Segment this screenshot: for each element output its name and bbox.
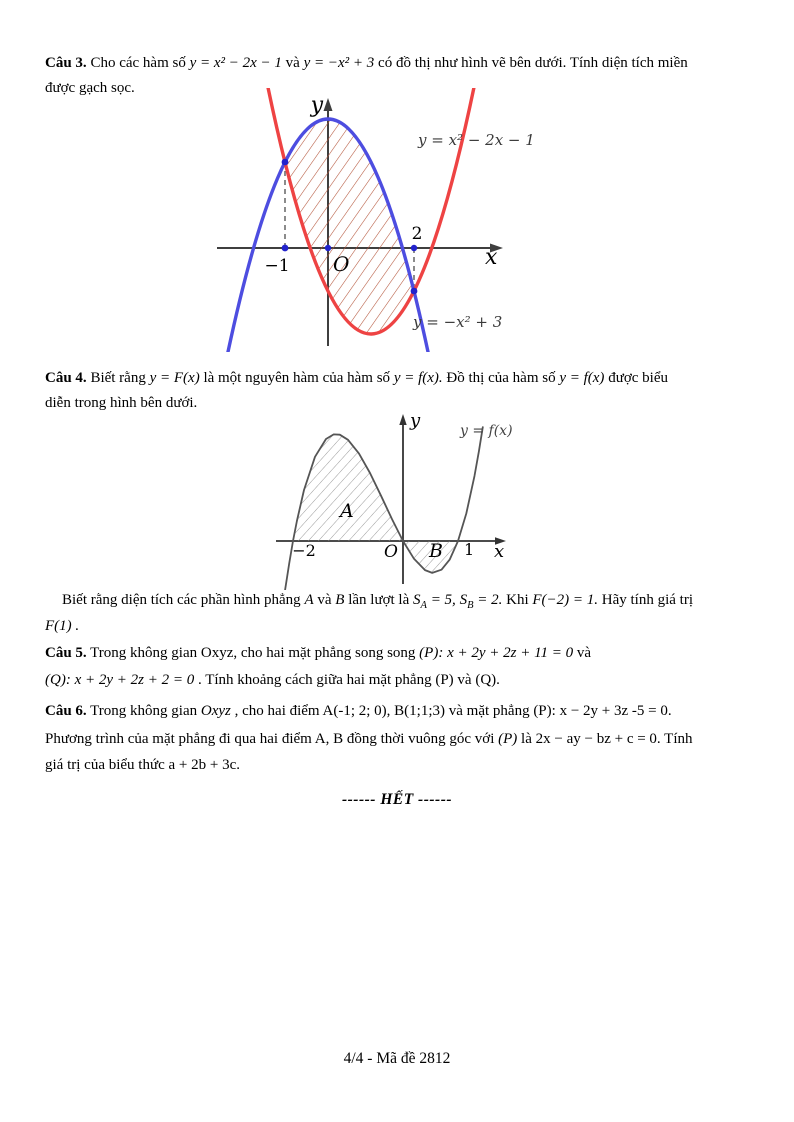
y-axis-label: y bbox=[410, 410, 421, 431]
question-4-text-3: Đồ thị của hàm số bbox=[442, 370, 560, 386]
question-4-math-1: y = F(x) bbox=[149, 370, 200, 386]
question-5-math-1: (P): x + 2y + 2z + 11 = 0 bbox=[419, 645, 574, 661]
question-6-text-4: là 2x − ay − bz + c = 0. Tính bbox=[517, 731, 693, 747]
tick-label-2: 2 bbox=[411, 224, 423, 244]
p4-math-sb: S bbox=[459, 592, 468, 608]
p4-math-eq2: = 2. bbox=[473, 592, 503, 608]
p4-math-eq5: = 5, bbox=[426, 592, 460, 608]
p4-math-f: F(−2) = 1. bbox=[532, 592, 599, 608]
question-3-line-1 bbox=[45, 52, 757, 74]
p4-text-3: lần lượt là bbox=[344, 592, 414, 608]
question-5-label: Câu 5. bbox=[45, 645, 87, 661]
y-axis-label: y bbox=[310, 93, 323, 118]
point-origin bbox=[325, 245, 331, 251]
question-6-text-3: Phương trình của mặt phẳng đi qua hai điểm A, B đồng thời vuông góc với bbox=[45, 731, 499, 747]
question-5-line-2 bbox=[45, 669, 757, 691]
question-6-math-2: (P) bbox=[498, 731, 518, 747]
question-5-text-1: Trong không gian Oxyz, cho hai mặt phẳng song song bbox=[86, 645, 420, 661]
question-3-math-2: y = −x² + 3 bbox=[303, 55, 375, 71]
p4-text-4: Khi bbox=[502, 592, 533, 608]
region-a-label: A bbox=[340, 500, 354, 522]
question-3-text-1: Cho các hàm số bbox=[86, 55, 190, 71]
question-3-text-3: có đồ thị như hình vẽ bên dưới. Tính diện tích miền bbox=[374, 55, 688, 71]
question-6-text-2: , cho hai điểm A(-1; 2; 0), B(1;1;3) và mặt phẳng (P): x − 2y + 3z -5 = 0. bbox=[230, 703, 672, 719]
origin-label: O bbox=[384, 542, 398, 562]
question-4-text-2: là một nguyên hàm của hàm số bbox=[199, 370, 394, 386]
question-4-text-1: Biết rằng bbox=[86, 370, 150, 386]
x-axis-label: x bbox=[485, 245, 498, 270]
question-3-line-2: được gạch sọc. bbox=[45, 80, 135, 96]
p4-math-sa-sub: A bbox=[420, 600, 427, 611]
page-footer: 4/4 - Mã đề 2812 bbox=[343, 1050, 451, 1067]
origin-label: O bbox=[333, 252, 350, 276]
question-3-text-2: và bbox=[281, 55, 304, 71]
figure-parabolas bbox=[213, 88, 538, 352]
question-5-line-1 bbox=[45, 642, 757, 664]
question-5-text-2: và bbox=[573, 645, 592, 661]
tick-label-1: 1 bbox=[464, 540, 475, 559]
question-3-math-1: y = x² − 2x − 1 bbox=[189, 55, 282, 71]
point-intersection-lower bbox=[411, 288, 418, 295]
question-4-paragraph-line-1 bbox=[62, 589, 774, 617]
question-4-math-3: y = f(x) bbox=[559, 370, 605, 386]
p4-math-sb-sub: B bbox=[467, 600, 474, 611]
question-6-line-1 bbox=[45, 700, 757, 722]
p4-math-sa: S bbox=[413, 592, 421, 608]
end-marker: ------ HẾT ------ bbox=[341, 791, 453, 808]
question-6-math-1: Oxyz bbox=[200, 703, 231, 719]
p4-math-f1: F(1) . bbox=[45, 618, 80, 634]
question-4-label: Câu 4. bbox=[45, 370, 87, 386]
region-a-hatch bbox=[293, 434, 403, 541]
p4-text-1: Biết rằng diện tích các phần hình phẳng bbox=[62, 592, 305, 608]
y-axis-arrow-icon bbox=[324, 98, 333, 111]
tick-label-neg2: −2 bbox=[292, 541, 316, 560]
region-b-label: B bbox=[429, 540, 443, 562]
question-3-label: Câu 3. bbox=[45, 55, 87, 71]
question-5-math-2: (Q): x + 2y + 2z + 2 = 0 bbox=[45, 672, 195, 688]
question-5-text-3: . Tính khoảng cách giữa hai mặt phẳng (P) và (Q). bbox=[194, 672, 500, 688]
figure-cubic bbox=[268, 406, 532, 590]
question-4-math-2: y = f(x). bbox=[393, 370, 443, 386]
x-axis-label: x bbox=[494, 541, 505, 562]
y-axis-arrow-icon bbox=[399, 414, 406, 425]
point-x-neg1 bbox=[282, 245, 289, 252]
red-curve-label: y = x² − 2x − 1 bbox=[418, 131, 535, 149]
point-x-2 bbox=[411, 245, 417, 251]
p4-text-5: Hãy tính giá trị bbox=[598, 592, 693, 608]
question-4-text-4: được biểu bbox=[604, 370, 668, 386]
blue-curve-label: y = −x² + 3 bbox=[413, 313, 503, 331]
question-4-line-2: diễn trong hình bên dưới. bbox=[45, 395, 198, 411]
question-6-label: Câu 6. bbox=[45, 703, 87, 719]
point-intersection-upper bbox=[282, 159, 289, 166]
p4-math-b: B bbox=[335, 592, 345, 608]
p4-math-a: A bbox=[304, 592, 314, 608]
tick-label-neg1: −1 bbox=[264, 256, 290, 276]
question-4-paragraph-line-2 bbox=[45, 615, 757, 637]
question-4-line-1 bbox=[45, 367, 757, 389]
curve-label: y = f(x) bbox=[460, 423, 513, 439]
question-6-line-3: giá trị của biểu thức a + 2b + 3c. bbox=[45, 757, 240, 773]
p4-text-2: và bbox=[313, 592, 336, 608]
question-6-text-1: Trong không gian bbox=[86, 703, 201, 719]
question-6-line-2 bbox=[45, 728, 757, 750]
